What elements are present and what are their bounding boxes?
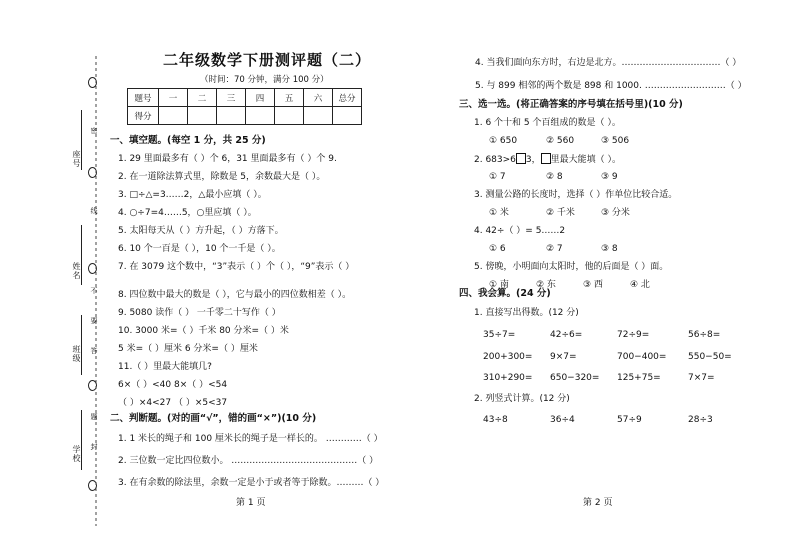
question: 7. 在 3079 这个数中，“3”表示（ ）个（ ），“9”表示（ ） [118, 262, 355, 272]
seal-mark: 题 [90, 413, 98, 420]
seal-mark: 要 [90, 317, 98, 324]
label-class: 班级 [72, 345, 81, 363]
score-cell: 一 [159, 89, 188, 107]
score-cell: 五 [275, 89, 304, 107]
underline-name [81, 225, 82, 285]
score-cell: 三 [217, 89, 246, 107]
option: ③ 西 [583, 280, 603, 290]
page-title: 二年级数学下册测评题（二） [163, 51, 372, 69]
underline-class [81, 315, 82, 375]
underline-school [81, 410, 82, 470]
seal-mark: 封 [90, 443, 98, 450]
question-text: 2. 683>6 [474, 155, 516, 165]
option: ③ 9 [601, 172, 618, 182]
option: ③ 8 [601, 244, 618, 254]
score-table-score-row [128, 107, 362, 125]
label-school: 学校 [72, 445, 81, 463]
calc-item: 28÷3 [688, 415, 713, 425]
calc-item: 56÷8= [688, 330, 721, 340]
question: 5. 与 899 相邻的两个数是 898 和 1000. ………………………（ ） [475, 81, 747, 91]
score-table [127, 88, 362, 125]
option: ① 650 [489, 136, 518, 146]
option: ② 7 [546, 244, 563, 254]
question: 9. 5080 读作（ ） 一千零二十写作（ ） [118, 308, 281, 318]
question: 4. ○÷7=4……5，○里应填（ ）。 [118, 208, 257, 218]
score-table-header-row [128, 89, 362, 107]
option: ③ 分米 [601, 208, 630, 218]
blank-box [516, 153, 526, 164]
question: 10. 3000 米=（ ）千米 80 分米=（ ）米 [118, 326, 289, 336]
page-number: 第 2 页 [583, 498, 613, 508]
section-heading: 三、选一选。(将正确答案的序号填在括号里)(10 分) [459, 99, 683, 110]
question-text: 3， [525, 155, 541, 165]
calc-item: 650−320= [550, 373, 600, 383]
calc-item: 125+75= [617, 373, 661, 383]
option: ② 560 [546, 136, 575, 146]
option: ① 南 [489, 280, 509, 290]
exam-time-note: （时间：70 分钟，满分 100 分） [200, 75, 329, 85]
calc-item: 7×7= [688, 373, 715, 383]
sub-heading: 2. 列竖式计算。(12 分) [474, 394, 570, 404]
option: ① 6 [489, 244, 506, 254]
sub-heading: 1. 直接写出得数。(12 分) [474, 308, 579, 318]
section-heading: 二、判断题。(对的画“√”，错的画“×”)(10 分) [110, 413, 317, 424]
option: ② 8 [546, 172, 563, 182]
question: 4. 当我们面向东方时，右边是北方。……………………………（ ） [475, 58, 742, 68]
score-cell: 得分 [128, 107, 159, 125]
score-input-cell[interactable] [275, 107, 304, 125]
seal-mark: 密 [90, 127, 98, 134]
question: 6×（ ）<40 8×（ ）<54 [118, 380, 228, 390]
calc-item: 43÷8 [483, 415, 508, 425]
calc-item: 35÷7= [483, 330, 516, 340]
question: 2. 三位数一定比四位数小。 ……………………………………（ ） [118, 456, 379, 466]
calc-item: 9×7= [550, 352, 577, 362]
score-cell: 题号 [128, 89, 159, 107]
question: 3. 测量公路的长度时，选择（ ）作单位比较合适。 [474, 190, 678, 200]
calc-item: 550−50= [688, 352, 732, 362]
question: 4. 42÷（ ）= 5……2 [474, 226, 566, 236]
option: ③ 506 [601, 136, 630, 146]
score-cell: 四 [246, 89, 275, 107]
question: 3. 在有余数的除法里，余数一定是小于或者等于除数。………（ ） [118, 478, 385, 488]
question: 3. □÷△=3……2，△最小应填（ ）。 [118, 190, 267, 200]
calc-item: 310+290= [483, 373, 533, 383]
question: 2. 在一道除法算式里，除数是 5，余数最大是（ ）。 [118, 172, 326, 182]
question: 5. 太阳每天从（ ）方升起，（ ）方落下。 [118, 226, 284, 236]
seal-mark: 线 [90, 207, 98, 214]
label-seat: 座号 [72, 150, 81, 168]
score-input-cell[interactable] [333, 107, 362, 125]
option: ① 米 [489, 208, 509, 218]
score-input-cell[interactable] [304, 107, 333, 125]
question: 8. 四位数中最大的数是（ ），它与最小的四位数相差（ ）。 [118, 290, 352, 300]
score-input-cell[interactable] [246, 107, 275, 125]
question: 1. 6 个十和 5 个百组成的数是（ ）。 [474, 118, 621, 128]
option: ④ 北 [630, 280, 650, 290]
question: 1. 1 米长的绳子和 100 厘米长的绳子是一样长的。 …………（ ） [118, 434, 383, 444]
question: 11.（ ）里最大能填几? [118, 362, 212, 372]
score-cell: 总分 [333, 89, 362, 107]
underline-seat [81, 110, 82, 170]
question: 6. 10 个一百是（ ），10 个一千是（ ）。 [118, 244, 281, 254]
score-input-cell[interactable] [217, 107, 246, 125]
score-cell: 六 [304, 89, 333, 107]
section-heading: 四、我会算。(24 分) [459, 288, 551, 299]
question: 5 米=（ ）厘米 6 分米=（ ）厘米 [118, 344, 258, 354]
question-text: 里最大能填（ ）。 [550, 155, 622, 165]
calc-item: 72÷9= [617, 330, 650, 340]
calc-item: 700−400= [617, 352, 667, 362]
calc-item: 200+300= [483, 352, 533, 362]
section-heading: 一、填空题。(每空 1 分，共 25 分) [110, 135, 266, 146]
option: ② 东 [536, 280, 556, 290]
blank-box [541, 153, 551, 164]
label-name: 姓名 [72, 262, 81, 280]
score-input-cell[interactable] [188, 107, 217, 125]
calc-item: 57÷9 [617, 415, 642, 425]
question: （ ）×4<27 （ ）×5<37 [118, 398, 228, 408]
calc-item: 36÷4 [550, 415, 575, 425]
question: 1. 29 里面最多有（ ）个 6，31 里面最多有（ ）个 9. [118, 154, 337, 164]
seal-mark: 不 [90, 287, 98, 294]
option: ② 千米 [546, 208, 575, 218]
option: ① 7 [489, 172, 506, 182]
question [474, 153, 621, 166]
seal-mark: 答 [90, 347, 98, 354]
score-cell: 二 [188, 89, 217, 107]
question: 5. 傍晚，小明面向太阳时，他的后面是（ ）面。 [474, 262, 669, 272]
calc-item: 42÷6= [550, 330, 583, 340]
score-input-cell[interactable] [159, 107, 188, 125]
page-number: 第 1 页 [236, 498, 266, 508]
